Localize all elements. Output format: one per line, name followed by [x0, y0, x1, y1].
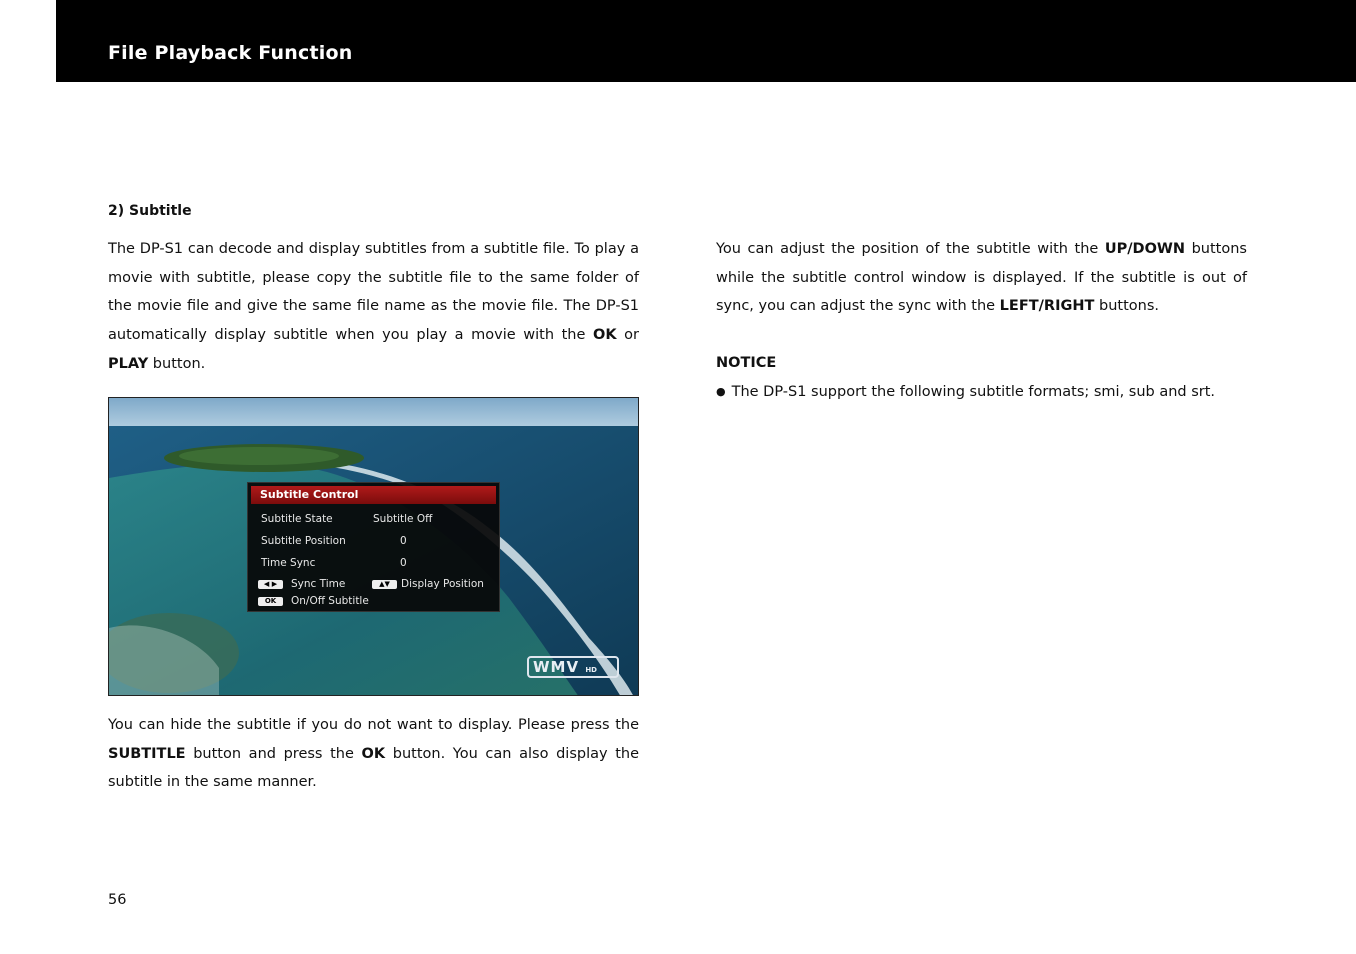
intro-text-2: or	[616, 327, 640, 344]
header-title: File Playback Function	[108, 42, 353, 64]
hide-subtitle-paragraph	[108, 711, 639, 797]
ok-key-icon: OK	[258, 597, 283, 606]
subtitle-control-screenshot	[108, 397, 639, 696]
adjust-text-1: You can adjust the position of the subtitle with the	[716, 241, 1105, 257]
notice-item	[716, 378, 1276, 408]
page-number: 56	[108, 892, 127, 908]
left-right-arrows-icon: ◀ ▶	[258, 580, 283, 589]
hint-onoff-subtitle: On/Off Subtitle	[291, 595, 369, 607]
hide-subtitle-key: SUBTITLE	[108, 745, 186, 762]
subtitle-control-panel	[247, 482, 500, 612]
subtitle-control-title: Subtitle Control	[251, 486, 496, 504]
osd-label-subtitle-state: Subtitle State	[261, 513, 333, 525]
section-title: 2) Subtitle	[108, 203, 192, 219]
adjust-updown-key: UP/DOWN	[1104, 241, 1186, 257]
adjust-subtitle-paragraph	[716, 235, 1247, 321]
adjust-text-3: buttons.	[1094, 298, 1160, 315]
intro-text-3: button.	[148, 355, 206, 372]
osd-label-subtitle-position: Subtitle Position	[261, 535, 346, 547]
notice-title: NOTICE	[716, 355, 777, 371]
notice-item-text: The DP-S1 support the following subtitle formats; smi, sub and srt.	[731, 384, 1216, 400]
osd-value-time-sync: 0	[400, 557, 407, 569]
logo-text: WMV	[533, 658, 580, 676]
up-down-arrows-icon: ▲▼	[372, 580, 397, 589]
hint-display-position: Display Position	[401, 578, 484, 590]
hide-text-2: button and press the	[185, 745, 362, 762]
hide-text-1: You can hide the subtitle if you do not want to display. Please press the	[108, 717, 639, 733]
wmv-hd-logo	[527, 656, 619, 678]
intro-text-1: The DP-S1 can decode and display subtitles from a subtitle file. To play a movie with subtitle, please copy the subtitle file to the same folder of the movie file and give the same file name as the movie file. The DP-S1 automatically display subtitle when you play a movie with the	[108, 241, 639, 344]
bullet-icon: ●	[716, 385, 726, 398]
hide-text-3: button. You can also display the subtitle in the same manner.	[108, 745, 639, 791]
intro-ok-key: OK	[593, 327, 617, 344]
intro-play-key: PLAY	[108, 355, 149, 372]
intro-paragraph	[108, 235, 639, 379]
hint-sync-time: Sync Time	[291, 578, 346, 590]
osd-value-subtitle-position: 0	[400, 535, 407, 547]
logo-sub-text: HD	[585, 666, 597, 674]
adjust-leftright-key: LEFT/RIGHT	[999, 298, 1095, 315]
osd-label-time-sync: Time Sync	[261, 557, 316, 569]
hide-ok-key: OK	[361, 745, 386, 762]
adjust-text-2: buttons while the subtitle control window is displayed. If the subtitle is out of sync, you can adjust the sync with the	[716, 241, 1247, 315]
page-header	[56, 0, 1356, 82]
osd-value-subtitle-state: Subtitle Off	[373, 513, 433, 525]
